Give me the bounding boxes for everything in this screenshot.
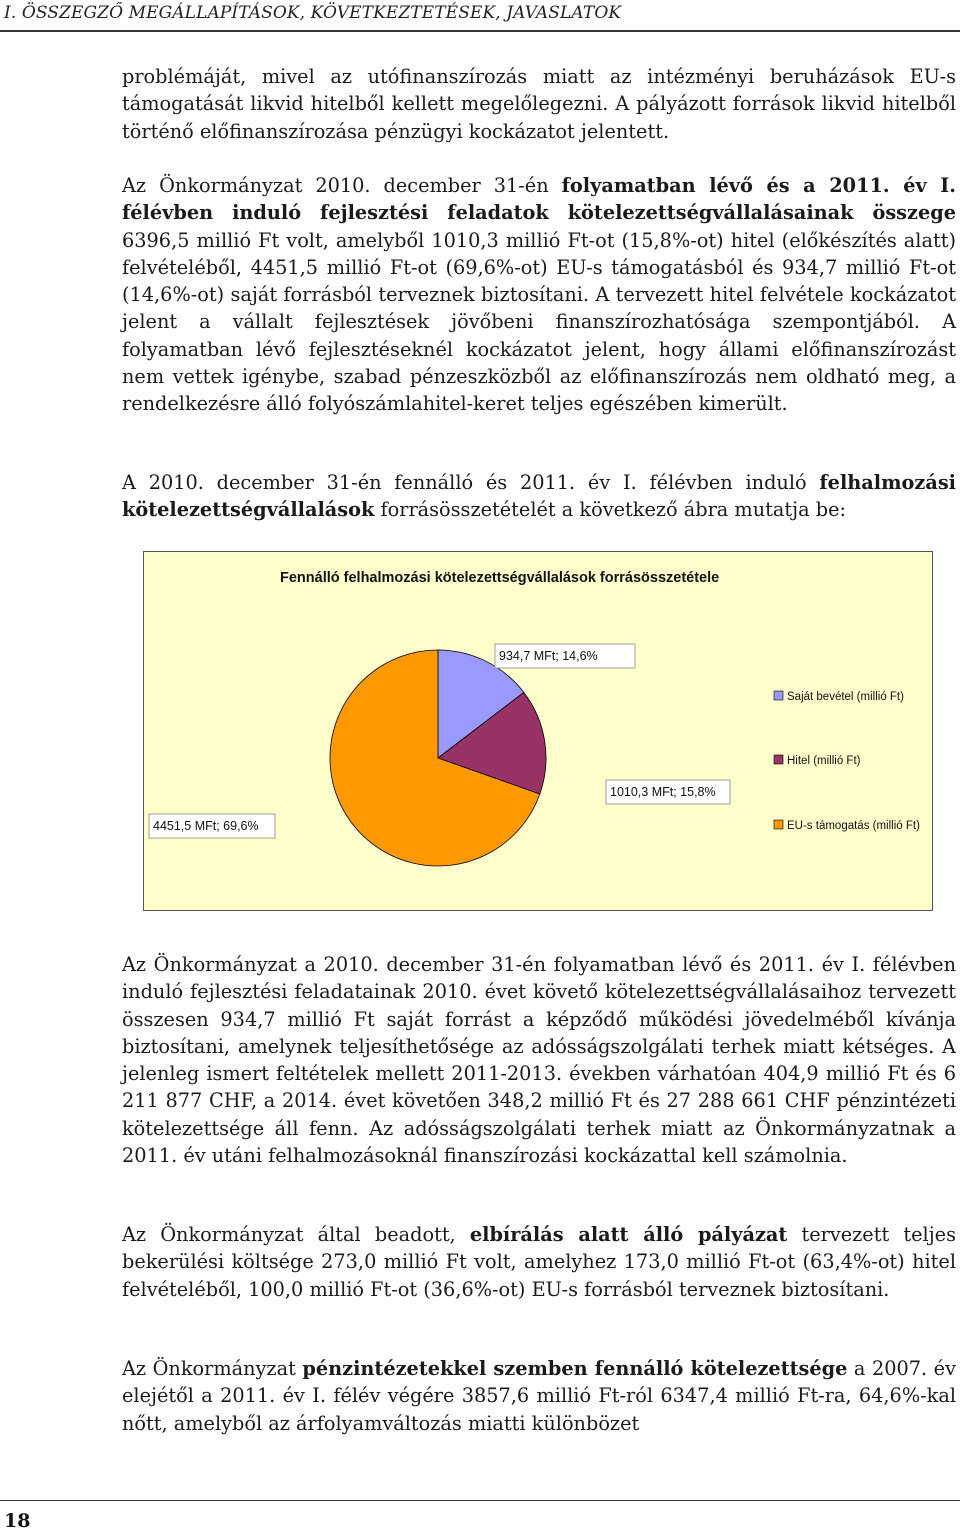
paragraph-6 <box>122 1355 956 1437</box>
paragraph-2-rest: 6396,5 millió Ft volt, amelyből 1010,3 millió Ft-ot (15,8%-ot) hitel (előkészítés alatt) felvételéből, 4451,5 millió Ft-ot (69,6%-ot) EU-s támogatásból és 934,7 millió Ft-ot (14,6%-ot) saját forrásból terveznek biztosítani. A tervezett hitel felvétele kockázatot jelent a vállalt fejlesztések jövőbeni finanszírozhatósága szempontjából. A folyamatban lévő fejlesztéseknél kockázatot jelent, hogy állami előfinanszírozást nem vettek igénybe, szabad pénzeszközből az előfinanszírozás nem oldható meg, a rendelkezésre álló folyószámlahitel-keret teljes egészében kimerült. <box>122 228 956 416</box>
header-divider <box>0 30 960 32</box>
footer-divider <box>0 1500 960 1501</box>
paragraph-2-text: Az Önkormányzat 2010. december 31-én <box>122 174 562 197</box>
paragraph-2 <box>122 172 956 418</box>
paragraph-6-bold: pénzintézetekkel szemben fennálló kötelezettsége <box>302 1357 848 1380</box>
page-header <box>0 0 960 32</box>
paragraph-6-rest: a 2007. év elejétől a 2011. év I. félév végére 3857,6 millió Ft-ról 6347,4 millió Ft-ra, 64,6%-kal nőtt, amelyből az árfolyamváltozás miatti különbözet <box>122 1357 956 1435</box>
paragraph-1: problémáját, mivel az utófinanszírozás miatt az intézményi beruházások EU-s támogatását likvid hitelből kellett megelőlegezni. A pályázott források likvid hitelből történő előfinanszírozása pénzügyi kockázatot jelentett. <box>122 65 956 143</box>
page-number: 18 <box>4 1510 31 1532</box>
data-label-2: 1010,3 MFt; 15,8% <box>610 785 716 799</box>
paragraph-3 <box>122 469 956 524</box>
pie-chart-svg <box>144 552 932 910</box>
paragraph-3-rest: forrásösszetételét a következő ábra mutatja be: <box>374 498 846 522</box>
data-label-3: 4451,5 MFt; 69,6% <box>153 819 259 833</box>
paragraph-6-text: Az Önkormányzat <box>122 1357 303 1380</box>
legend-label-3: EU-s támogatás (millió Ft) <box>787 820 920 832</box>
paragraph-4: Az Önkormányzat a 2010. december 31-én folyamatban lévő és 2011. év I. félévben induló fejlesztési feladatainak 2010. évet követő kötelezettségvállalásaihoz tervezett összesen 934,7 millió Ft saját forrást a képződő működési jövedelméből kívánja biztosítani, amelynek teljesíthetősége az adósságszolgálati terhek miatt kétséges. A jelenleg ismert feltételek mellett 2011-2013. években várhatóan 404,9 millió Ft és 6 211 877 CHF, a 2014. évet követően 348,2 millió Ft és 27 288 661 CHF pénzintézeti kötelezettsége áll fenn. Az adósságszolgálati terhek miatt az Önkormányzatnak a 2011. év utáni felhalmozásoknál finanszírozási kockázattal kell számolnia. <box>122 953 956 1168</box>
legend-label-1: Saját bevétel (millió Ft) <box>787 691 904 703</box>
paragraph-2-bold: folyamatban lévő és a 2011. év I. félévben induló fejlesztési feladatok kötelezettségvállalásainak összege <box>122 174 956 225</box>
pie-chart <box>143 551 933 911</box>
legend-swatch-1 <box>774 691 783 700</box>
paragraph-5-rest: tervezett teljes bekerülési költsége 273,0 millió Ft volt, amelyhez 173,0 millió Ft-ot (63,4%-ot) hitel felvételéből, 100,0 millió Ft-ot (36,6%-ot) EU-s forrásból terveznek biztosítani. <box>122 1223 956 1301</box>
chart-title: Fennálló felhalmozási kötelezettségvállalások forrásösszetétele <box>280 570 720 586</box>
paragraph-3-text: A 2010. december 31-én fennálló és 2011. év I. félévben induló <box>122 471 820 494</box>
paragraph-5-text: Az Önkormányzat által beadott, <box>122 1223 470 1246</box>
paragraph-5 <box>122 1221 956 1303</box>
paragraph-5-bold: elbírálás alatt álló pályázat <box>469 1223 788 1246</box>
paragraph-3-bold: felhalmozási kötelezettségvállalások <box>122 471 956 522</box>
data-label-1: 934,7 MFt; 14,6% <box>499 649 598 663</box>
legend-swatch-2 <box>774 755 783 764</box>
section-title: I. ÖSSZEGZŐ MEGÁLLAPÍTÁSOK, KÖVETKEZTETÉSEK, JAVASLATOK <box>4 3 622 23</box>
legend-swatch-3 <box>774 820 783 829</box>
legend-label-2: Hitel (millió Ft) <box>787 755 861 767</box>
